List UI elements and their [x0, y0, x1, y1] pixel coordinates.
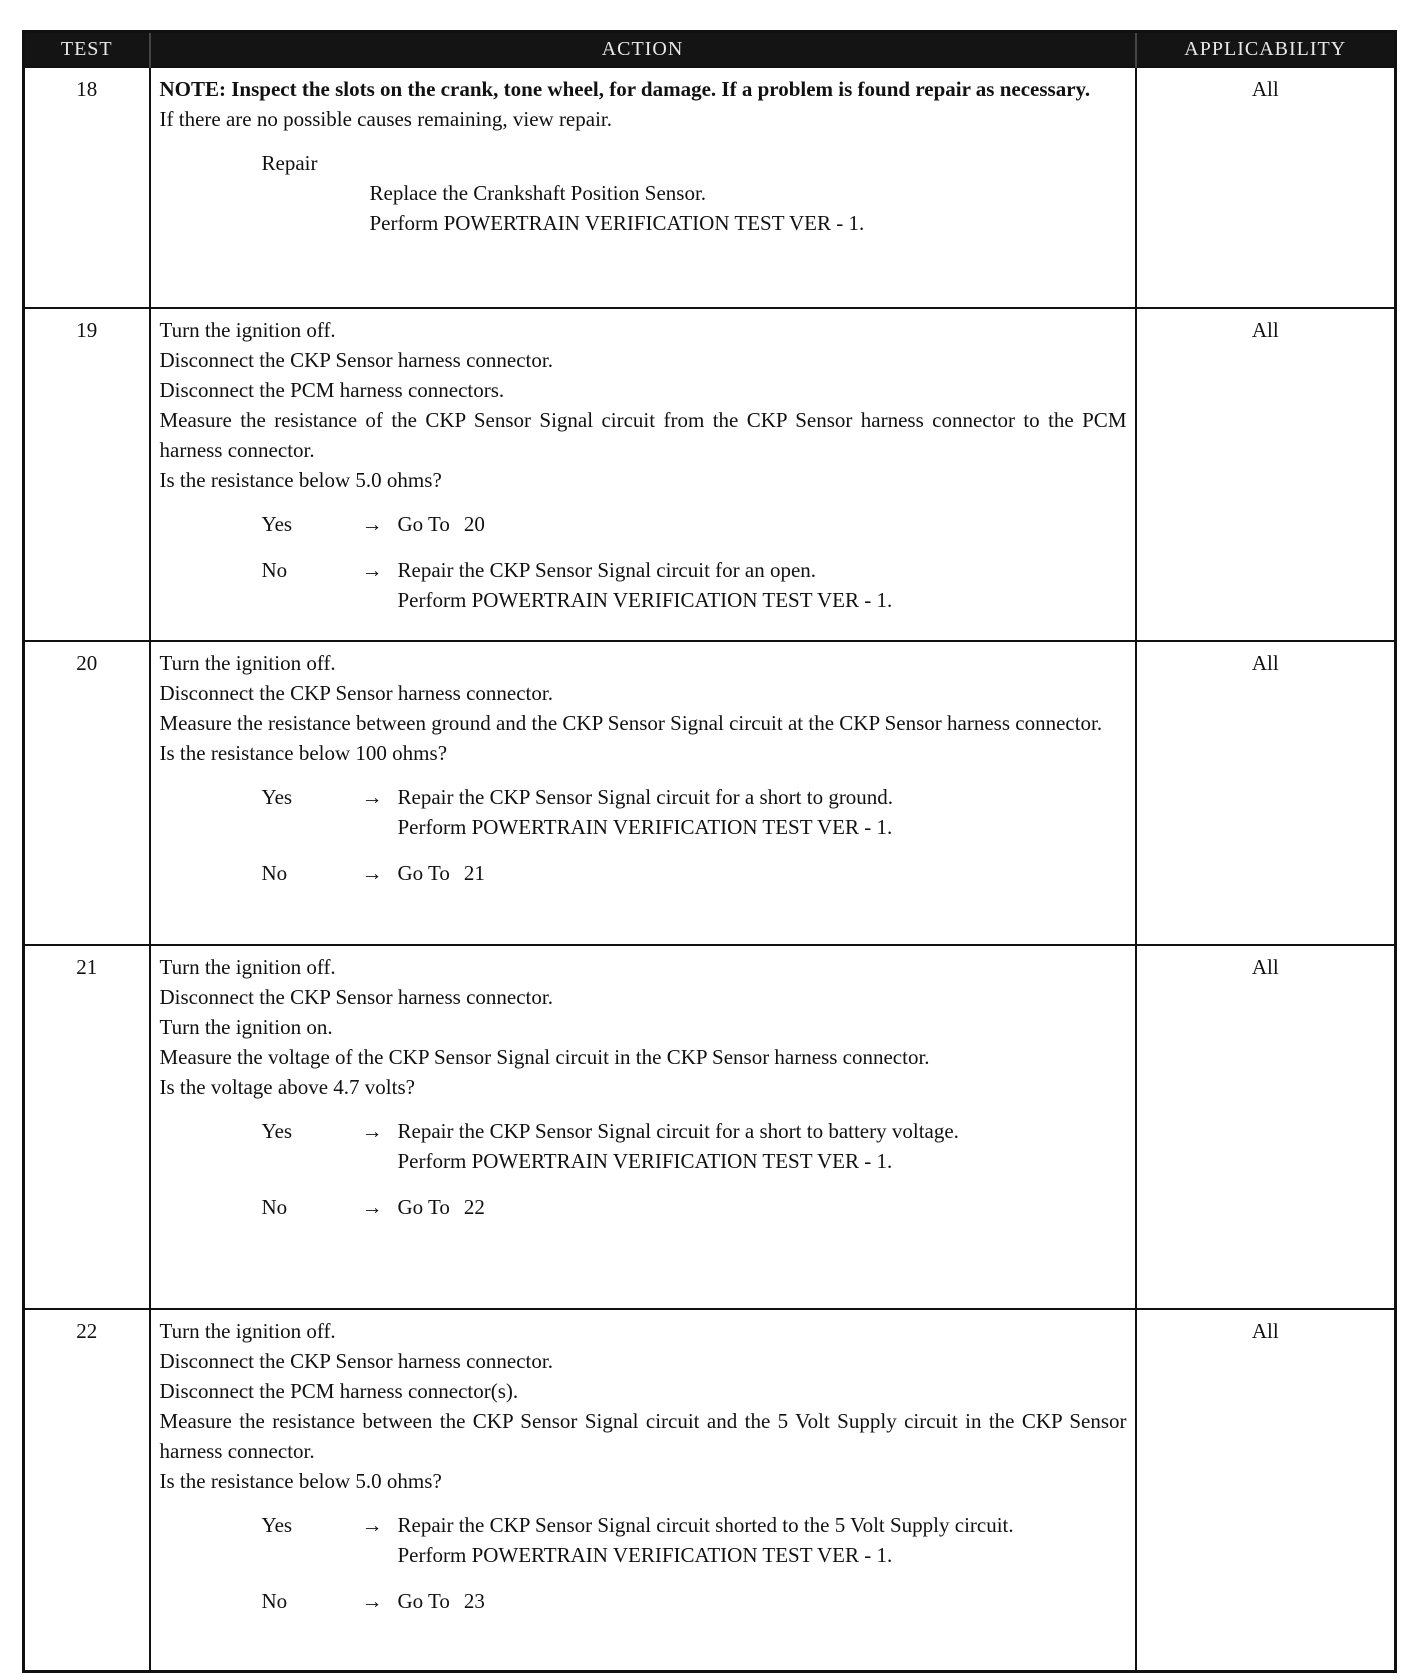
question-line: Is the resistance below 5.0 ohms? [159, 468, 442, 492]
test-number: 19 [24, 308, 150, 641]
applicability-value: All [1136, 308, 1396, 641]
result-line: Perform POWERTRAIN VERIFICATION TEST VER - 1. [397, 1543, 893, 1567]
no-label: No [261, 861, 288, 885]
goto-link[interactable] [398, 1192, 1121, 1222]
arrow-icon: → [361, 1195, 383, 1219]
question-line: Is the voltage above 4.7 volts? [159, 1075, 415, 1099]
repair-line: Perform POWERTRAIN VERIFICATION TEST VER - 1. [369, 211, 865, 235]
outcome-yes [262, 1510, 1127, 1570]
goto-target: 22 [463, 1195, 485, 1219]
action-line: Disconnect the PCM harness connector(s). [159, 1379, 519, 1403]
goto-label: Go To [397, 512, 450, 536]
action-line: Disconnect the CKP Sensor harness connector. [159, 348, 553, 372]
table-row [24, 67, 1396, 308]
table-row [24, 1309, 1396, 1671]
action-line: Turn the ignition off. [159, 955, 336, 979]
action-cell [150, 945, 1136, 1309]
applicability-value: All [1136, 945, 1396, 1309]
outcomes [160, 1116, 1127, 1222]
action-line: Measure the resistance between ground and the CKP Sensor Signal circuit at the CKP Sensor harness connector. [159, 711, 1103, 735]
result-line: Repair the CKP Sensor Signal circuit for a short to ground. [397, 785, 894, 809]
outcome-yes [262, 782, 1127, 842]
goto-label: Go To [397, 1195, 450, 1219]
no-label: No [261, 1195, 288, 1219]
test-number: 20 [24, 641, 150, 945]
action-line: Turn the ignition on. [159, 1015, 333, 1039]
action-cell [150, 641, 1136, 945]
outcome-no [262, 1586, 1127, 1616]
header-test: TEST [24, 32, 150, 68]
action-cell [150, 308, 1136, 641]
result-line: Repair the CKP Sensor Signal circuit for a short to battery voltage. [397, 1119, 959, 1143]
test-number: 22 [24, 1309, 150, 1671]
question-line: Is the resistance below 5.0 ohms? [159, 1469, 442, 1493]
test-number: 21 [24, 945, 150, 1309]
outcomes [160, 782, 1127, 888]
outcome-no [262, 555, 1127, 615]
table-row [24, 308, 1396, 641]
outcome-yes [262, 509, 1127, 539]
result-line: Repair the CKP Sensor Signal circuit shorted to the 5 Volt Supply circuit. [397, 1513, 1014, 1537]
goto-label: Go To [397, 861, 450, 885]
header-applicability: APPLICABILITY [1136, 32, 1396, 68]
result-line: Perform POWERTRAIN VERIFICATION TEST VER - 1. [397, 588, 893, 612]
table-row [24, 945, 1396, 1309]
outcome-result [398, 782, 1121, 842]
action-cell [150, 1309, 1136, 1671]
goto-link[interactable] [398, 509, 1121, 539]
action-line: Measure the resistance between the CKP Sensor Signal circuit and the 5 Volt Supply circuit in the CKP Sensor harness connector. [159, 1409, 1127, 1463]
yes-label: Yes [261, 1119, 293, 1143]
arrow-icon: → [361, 1589, 383, 1613]
outcomes [160, 509, 1127, 615]
header-action: ACTION [150, 32, 1136, 68]
table-header-row [24, 32, 1396, 68]
outcome-yes [262, 1116, 1127, 1176]
outcome-no [262, 1192, 1127, 1222]
action-line: Measure the resistance of the CKP Sensor Signal circuit from the CKP Sensor harness connector to the PCM harness connector. [159, 408, 1127, 462]
action-line: Turn the ignition off. [159, 318, 336, 342]
goto-target: 21 [463, 861, 485, 885]
result-line: Perform POWERTRAIN VERIFICATION TEST VER - 1. [397, 1149, 893, 1173]
repair-label: Repair [261, 151, 318, 175]
action-line: Disconnect the CKP Sensor harness connector. [159, 681, 553, 705]
action-line: Disconnect the PCM harness connectors. [159, 378, 505, 402]
yes-label: Yes [261, 512, 293, 536]
applicability-value: All [1136, 1309, 1396, 1671]
action-line: Turn the ignition off. [159, 1319, 336, 1343]
goto-target: 20 [463, 512, 485, 536]
arrow-icon: → [361, 861, 383, 885]
outcomes [160, 1510, 1127, 1616]
goto-link[interactable] [398, 858, 1121, 888]
repair-block [262, 148, 1127, 238]
arrow-icon: → [361, 1513, 383, 1537]
yes-label: Yes [261, 785, 293, 809]
outcome-no [262, 858, 1127, 888]
repair-line: Replace the Crankshaft Position Sensor. [369, 181, 707, 205]
action-line: Turn the ignition off. [159, 651, 336, 675]
arrow-icon: → [361, 1119, 383, 1143]
goto-label: Go To [397, 1589, 450, 1613]
arrow-icon: → [361, 512, 383, 536]
arrow-icon: → [361, 558, 383, 582]
result-line: Repair the CKP Sensor Signal circuit for an open. [397, 558, 817, 582]
diagnostic-test-table [22, 30, 1397, 1673]
action-line: Disconnect the CKP Sensor harness connector. [159, 985, 553, 1009]
action-line: Disconnect the CKP Sensor harness connector. [159, 1349, 553, 1373]
table-row [24, 641, 1396, 945]
action-cell [150, 67, 1136, 308]
test-number: 18 [24, 67, 150, 308]
result-line: Perform POWERTRAIN VERIFICATION TEST VER - 1. [397, 815, 893, 839]
no-label: No [261, 558, 288, 582]
note-text: NOTE: Inspect the slots on the crank, tone wheel, for damage. If a problem is found repair as necessary. [159, 77, 1091, 101]
outcome-result [398, 555, 1121, 615]
question-line: Is the resistance below 100 ohms? [159, 741, 448, 765]
goto-link[interactable] [398, 1586, 1121, 1616]
applicability-value: All [1136, 641, 1396, 945]
outcome-result [398, 1510, 1121, 1570]
no-label: No [261, 1589, 288, 1613]
action-line: Measure the voltage of the CKP Sensor Signal circuit in the CKP Sensor harness connector. [159, 1045, 930, 1069]
arrow-icon: → [361, 785, 383, 809]
action-line: If there are no possible causes remaining, view repair. [159, 107, 612, 131]
applicability-value: All [1136, 67, 1396, 308]
yes-label: Yes [261, 1513, 293, 1537]
outcome-result [398, 1116, 1121, 1176]
goto-target: 23 [463, 1589, 485, 1613]
